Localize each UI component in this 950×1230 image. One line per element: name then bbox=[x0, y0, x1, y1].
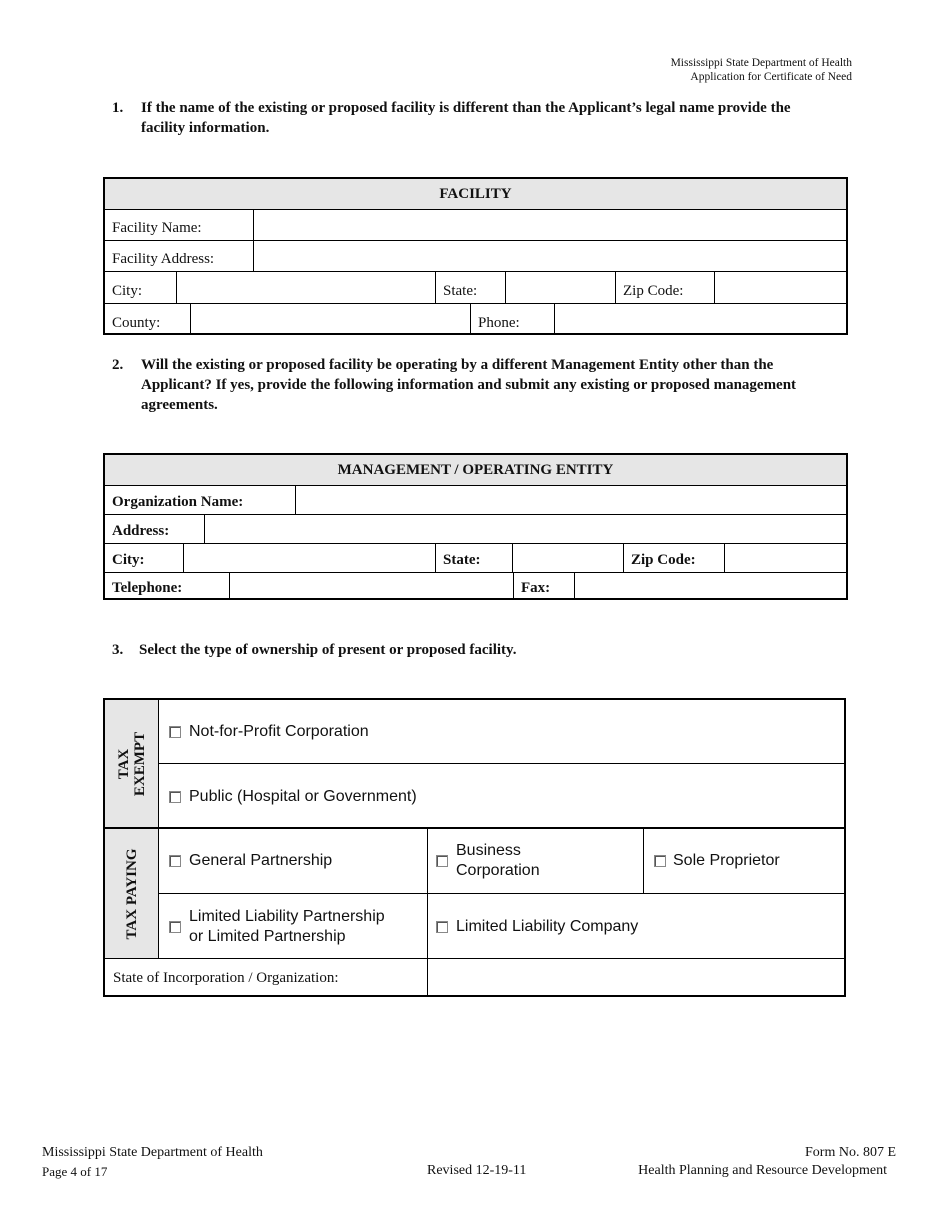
footer-revised: Revised 12-19-11 bbox=[427, 1163, 527, 1178]
state-of-incorporation-label-cell bbox=[105, 959, 428, 995]
llp-label bbox=[189, 907, 385, 947]
business-corporation-checkbox[interactable] bbox=[436, 855, 448, 867]
facility-name-label-cell bbox=[105, 210, 253, 240]
facility-name-row bbox=[105, 210, 846, 241]
option-not-for-profit[interactable] bbox=[159, 700, 844, 764]
facility-address-label: Facility Address: bbox=[112, 251, 215, 267]
business-corporation-label bbox=[456, 841, 540, 881]
llp-checkbox[interactable] bbox=[169, 921, 181, 933]
tax-exempt-label-line2: EXEMPT bbox=[131, 731, 148, 796]
public-label: Public (Hospital or Government) bbox=[189, 788, 417, 805]
management-tel-label: Telephone: bbox=[112, 580, 183, 596]
public-checkbox[interactable] bbox=[169, 791, 181, 803]
management-org-label-cell bbox=[105, 486, 295, 514]
management-address-label: Address: bbox=[112, 523, 170, 539]
footer-form-number: Form No. 807 E bbox=[805, 1145, 896, 1160]
facility-table-title: FACILITY bbox=[105, 179, 846, 210]
management-city-field[interactable] bbox=[183, 544, 435, 572]
facility-state-label: State: bbox=[443, 283, 478, 299]
management-state-label: State: bbox=[443, 552, 481, 568]
llp-label-line2: or Limited Partnership bbox=[189, 928, 346, 945]
management-address-label-cell bbox=[105, 515, 204, 543]
question-1 bbox=[112, 98, 812, 138]
facility-zip-label: Zip Code: bbox=[623, 283, 684, 299]
management-tel-field[interactable] bbox=[229, 573, 513, 600]
footer-dept: Mississippi State Department of Health bbox=[42, 1145, 263, 1160]
facility-address-label-cell bbox=[105, 241, 253, 271]
tax-exempt-label-line1: TAX bbox=[115, 748, 132, 779]
option-general-partnership[interactable] bbox=[159, 829, 428, 894]
facility-name-label: Facility Name: bbox=[112, 220, 202, 236]
facility-name-field[interactable] bbox=[253, 210, 846, 240]
business-corporation-label-line1: Business bbox=[456, 842, 521, 859]
state-of-incorporation-field[interactable] bbox=[428, 959, 844, 995]
management-org-label: Organization Name: bbox=[112, 494, 244, 510]
general-partnership-checkbox[interactable] bbox=[169, 855, 181, 867]
question-3 bbox=[112, 640, 812, 660]
facility-state-field[interactable] bbox=[505, 272, 615, 303]
facility-address-row bbox=[105, 241, 846, 272]
tax-paying-label-cell bbox=[105, 829, 159, 959]
facility-city-label: City: bbox=[112, 283, 143, 299]
facility-zip-label-cell bbox=[615, 272, 714, 303]
not-for-profit-label: Not-for-Profit Corporation bbox=[189, 723, 369, 740]
llc-label: Limited Liability Company bbox=[456, 918, 639, 935]
option-llc[interactable] bbox=[428, 894, 844, 959]
llp-label-line1: Limited Liability Partnership bbox=[189, 908, 385, 925]
facility-city-label-cell bbox=[105, 272, 176, 303]
header-dept: Mississippi State Department of Health bbox=[670, 57, 852, 69]
option-public[interactable] bbox=[159, 764, 844, 829]
management-zip-field[interactable] bbox=[724, 544, 846, 572]
facility-city-row bbox=[105, 272, 846, 304]
management-org-row bbox=[105, 486, 846, 515]
sole-proprietor-label: Sole Proprietor bbox=[673, 852, 780, 869]
tax-paying-label: TAX PAYING bbox=[123, 848, 140, 939]
facility-address-field[interactable] bbox=[253, 241, 846, 271]
management-fax-field[interactable] bbox=[574, 573, 846, 600]
management-tel-label-cell bbox=[105, 573, 229, 600]
question-2-text: Will the existing or proposed facility be operating by a different Management Entity other than the Applicant? If yes, provide the following information and submit any existing or proposed management agreements. bbox=[141, 357, 797, 413]
header-form-title: Application for Certificate of Need bbox=[690, 71, 852, 83]
question-2 bbox=[112, 355, 842, 415]
management-state-label-cell bbox=[435, 544, 512, 572]
tax-exempt-label-cell bbox=[105, 700, 159, 829]
facility-zip-field[interactable] bbox=[714, 272, 846, 303]
sole-proprietor-checkbox[interactable] bbox=[654, 855, 666, 867]
facility-county-field[interactable] bbox=[190, 304, 470, 335]
management-table bbox=[103, 453, 848, 600]
footer-division: Health Planning and Resource Development bbox=[638, 1163, 887, 1178]
management-address-field[interactable] bbox=[204, 515, 846, 543]
tax-exempt-label bbox=[116, 731, 148, 795]
management-city-label: City: bbox=[112, 552, 145, 568]
management-state-field[interactable] bbox=[512, 544, 623, 572]
option-business-corporation[interactable] bbox=[428, 829, 644, 894]
management-tel-row bbox=[105, 573, 846, 600]
question-1-number: 1. bbox=[112, 100, 124, 116]
management-table-title: MANAGEMENT / OPERATING ENTITY bbox=[105, 455, 846, 486]
option-llp[interactable] bbox=[159, 894, 428, 959]
management-zip-label-cell bbox=[623, 544, 724, 572]
facility-county-row bbox=[105, 304, 846, 335]
management-zip-label: Zip Code: bbox=[631, 552, 696, 568]
facility-phone-label-cell bbox=[470, 304, 554, 335]
not-for-profit-checkbox[interactable] bbox=[169, 726, 181, 738]
management-address-row bbox=[105, 515, 846, 544]
ownership-table bbox=[103, 698, 846, 997]
question-3-number: 3. bbox=[112, 642, 124, 658]
facility-county-label-cell bbox=[105, 304, 190, 335]
llc-checkbox[interactable] bbox=[436, 921, 448, 933]
question-1-text: If the name of the existing or proposed facility is different than the Applicant’s legal name provide the facility information. bbox=[141, 100, 791, 136]
facility-phone-label: Phone: bbox=[478, 315, 520, 331]
state-of-incorporation-label: State of Incorporation / Organization: bbox=[113, 970, 339, 986]
page-header bbox=[671, 56, 852, 84]
management-fax-label-cell bbox=[513, 573, 574, 600]
general-partnership-label: General Partnership bbox=[189, 852, 333, 869]
facility-city-field[interactable] bbox=[176, 272, 435, 303]
question-3-text: Select the type of ownership of present or proposed facility. bbox=[139, 642, 517, 658]
question-2-number: 2. bbox=[112, 357, 124, 373]
management-city-row bbox=[105, 544, 846, 573]
facility-county-label: County: bbox=[112, 315, 161, 331]
management-city-label-cell bbox=[105, 544, 183, 572]
management-fax-label: Fax: bbox=[521, 580, 551, 596]
facility-table bbox=[103, 177, 848, 335]
facility-phone-field[interactable] bbox=[554, 304, 846, 335]
facility-state-label-cell bbox=[435, 272, 505, 303]
business-corporation-label-line2: Corporation bbox=[456, 862, 540, 879]
footer-page-number: Page 4 of 17 bbox=[42, 1164, 108, 1179]
management-org-field[interactable] bbox=[295, 486, 846, 514]
option-sole-proprietor[interactable] bbox=[644, 829, 844, 894]
